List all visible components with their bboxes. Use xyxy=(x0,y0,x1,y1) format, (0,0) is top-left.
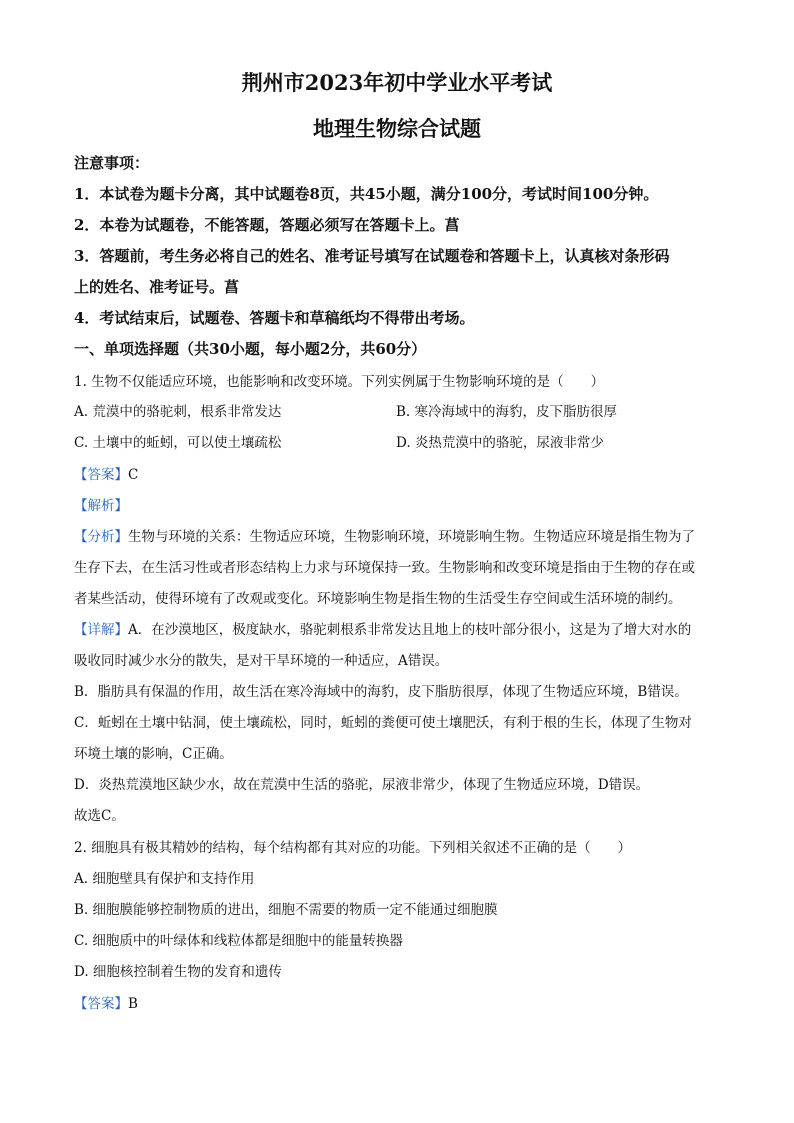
question-1-option-d: D. 炎热荒漠中的骆驼，尿液非常少 xyxy=(396,435,604,451)
xiangjie-line-6: D．炎热荒漠地区缺少水，故在荒漠中生活的骆驼，尿液非常少，体现了生物适应环境，D错误。 xyxy=(74,777,650,793)
notice-item-1: 1．本试卷为题卡分离，其中试题卷8页，共45小题，满分100分，考试时间100分钟。 xyxy=(74,185,659,203)
answer-value: B xyxy=(128,996,138,1012)
question-2-option-a: A. 细胞壁具有保护和支持作用 xyxy=(74,871,255,887)
xiangjie-text: A．在沙漠地区，极度缺水，骆驼刺根系非常发达且地上的枝叶部分很小，这是为了增大对水的 xyxy=(128,622,692,638)
xiangjie-line-7: 故选C。 xyxy=(74,808,125,824)
question-1-stem: 1. 生物不仅能适应环境，也能影响和改变环境。下列实例属于生物影响环境的是（ ） xyxy=(74,374,605,390)
document-title: 荆州市2023年初中学业水平考试 xyxy=(241,70,553,95)
fenxi-tag: 【分析】 xyxy=(74,529,128,545)
question-2-option-c: C. 细胞质中的叶绿体和线粒体都是细胞中的能量转换器 xyxy=(74,933,403,949)
question-1-option-a: A. 荒漠中的骆驼刺，根系非常发达 xyxy=(74,404,282,420)
notice-item-4: 4．考试结束后，试题卷、答题卡和草稿纸均不得带出考场。 xyxy=(74,309,475,327)
xiangjie-line-5: 环境土壤的影响，C正确。 xyxy=(74,746,233,762)
answer-value: C xyxy=(128,467,139,483)
analysis-tag: 【解析】 xyxy=(74,498,128,514)
question-2-option-d: D. 细胞核控制着生物的发育和遗传 xyxy=(74,964,282,980)
question-2-option-b: B. 细胞膜能够控制物质的进出，细胞不需要的物质一定不能通过细胞膜 xyxy=(74,902,498,918)
question-2-answer xyxy=(74,992,138,1012)
answer-tag: 【答案】 xyxy=(74,467,128,483)
notice-heading: 注意事项： xyxy=(74,154,150,172)
document-subtitle: 地理生物综合试题 xyxy=(313,116,481,141)
fenxi-line-3: 者某些活动，使得环境有了改观或变化。环境影响生物是指生物的生活受生存空间或生活环境的制约。 xyxy=(74,591,682,607)
xiangjie-line-3: B．脂肪具有保温的作用，故生活在寒冷海域中的海豹，皮下脂肪很厚，体现了生物适应环境，B错误。 xyxy=(74,684,688,700)
xiangjie-line-1 xyxy=(74,618,691,638)
notice-item-3: 3．答题前，考生务必将自己的姓名、准考证号填写在试题卷和答题卡上，认真核对条形码 xyxy=(74,247,670,265)
question-2-stem: 2. 细胞具有极其精妙的结构，每个结构都有其对应的功能。下列相关叙述不正确的是（ ） xyxy=(74,840,632,856)
notice-item-2: 2．本卷为试题卷，不能答题，答题必须写在答题卡上。菖 xyxy=(74,216,460,234)
question-1-answer xyxy=(74,463,138,483)
fenxi-line-1 xyxy=(74,525,695,545)
fenxi-text: 生物与环境的关系：生物适应环境，生物影响环境，环境影响生物。生物适应环境是指生物为了 xyxy=(128,529,695,545)
xiangjie-line-2: 吸收同时减少水分的散失，是对干旱环境的一种适应，A错误。 xyxy=(74,653,449,669)
fenxi-line-2: 生存下去，在生活习性或者形态结构上力求与环境保持一致。生物影响和改变环境是指由于生物的存在或 xyxy=(74,560,695,576)
question-1-option-b: B. 寒冷海域中的海豹，皮下脂肪很厚 xyxy=(396,404,618,420)
xiangjie-tag: 【详解】 xyxy=(74,622,128,638)
answer-tag: 【答案】 xyxy=(74,996,128,1012)
xiangjie-line-4: C．蚯蚓在土壤中钻洞，使土壤疏松，同时，蚯蚓的粪便可使土壤肥沃，有利于根的生长，体现了生物对 xyxy=(74,715,692,731)
section-heading: 一、单项选择题（共30小题，每小题2分，共60分） xyxy=(74,340,427,358)
notice-item-3-cont: 上的姓名、准考证号。菖 xyxy=(74,278,240,296)
question-1-option-c: C. 土壤中的蚯蚓，可以使土壤疏松 xyxy=(74,435,282,451)
